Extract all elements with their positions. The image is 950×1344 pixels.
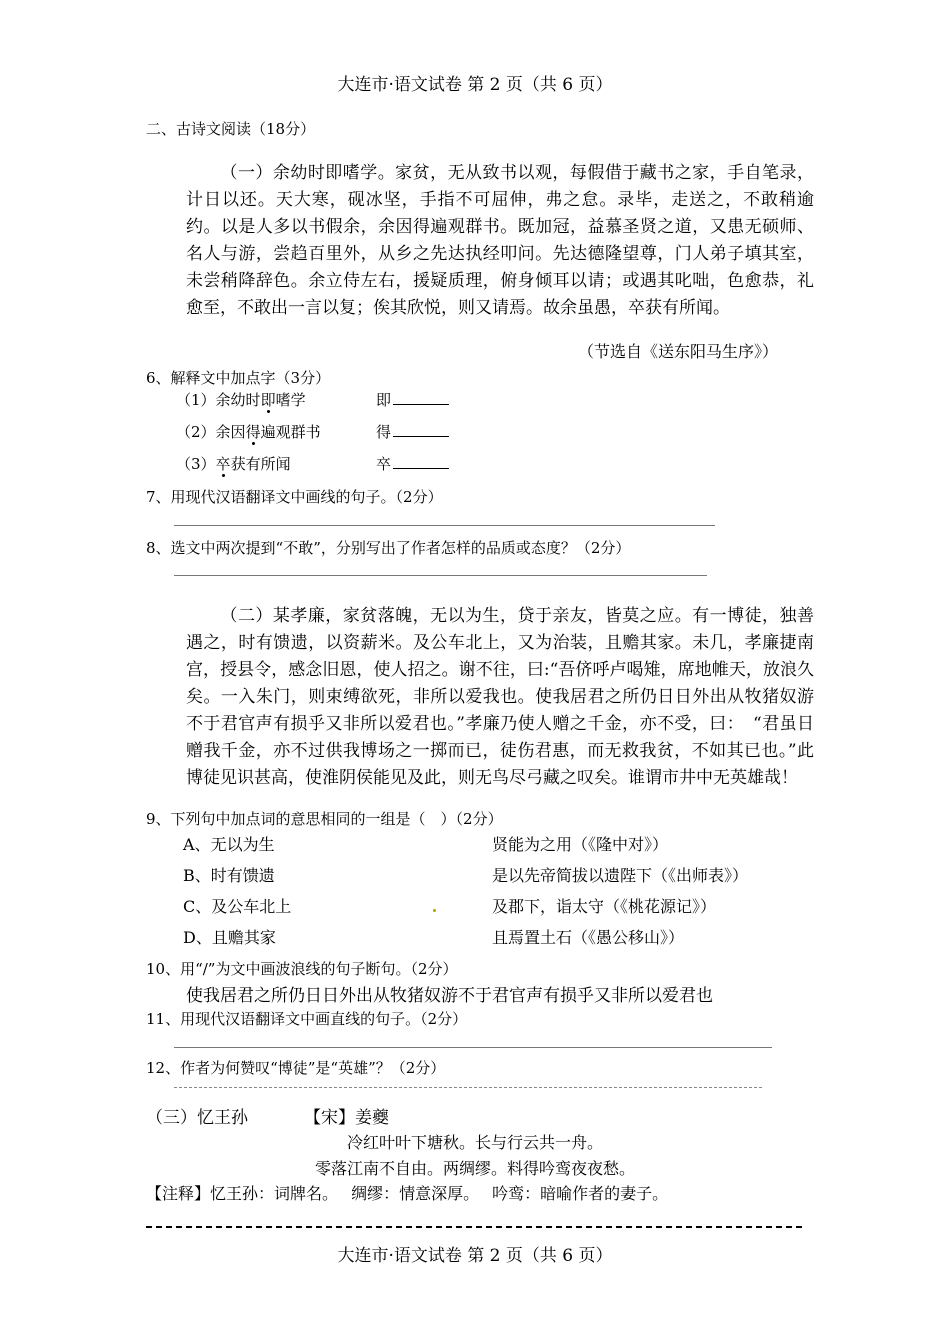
- q6-title: 6、解释文中加点字（3分）: [146, 369, 331, 387]
- option-letter: C、: [183, 897, 212, 916]
- q8-title: 8、选文中两次提到“不敢”，分别写出了作者怎样的品质或态度？（2分）: [146, 539, 631, 557]
- passage-2-text: （二）某孝廉，家贫落魄，无以为生，贷于亲友，皆莫之应。有一博徒，独善遇之，时有馈遗，以资薪米。及公车北上，又为治装，且赡其家。未几，孝廉捷南宫，授县令，感念旧恩，使人招之。谢不往，曰:“吾侪呼卢喝雉，席地帷天，放浪久矣。一入朱门，则束缚欲死，非所以爱我也。使我居君之所仍日日外出从牧猪奴游不于君官声有损乎又非所以爱君也。”孝廉乃使人赠之千金，亦不受，曰： “君虽日赠我千金，亦不过供我博场之一掷而已，徒伤君惠，而无救我贫，不如其已也。”此博徒见识甚高，使淮阴侯能见及此，则无鸟尽弓藏之叹矣。谁谓市井中无英雄哉！: [186, 606, 814, 788]
- option-letter: A、: [183, 835, 211, 854]
- item-text: 余因: [215, 423, 246, 441]
- q9-option-b-ref: 是以先帝简拔以遗陛下（《出师表》）: [492, 866, 749, 885]
- option-text: 且赡其家: [211, 928, 276, 947]
- q6-answer-2: [376, 421, 449, 442]
- poem-line-1: 冷红叶叶下塘秋。长与行云共一舟。: [346, 1133, 603, 1152]
- option-letter: D、: [183, 928, 212, 947]
- q6-answer-1: [376, 389, 449, 410]
- q7-answer-line[interactable]: [174, 525, 715, 526]
- q12-title: 12、作者为何赞叹“博徒”是“英雄”？（2分）: [146, 1059, 446, 1077]
- answer-blank[interactable]: [393, 390, 449, 405]
- q6-item-1: [176, 389, 306, 410]
- q8-answer-line[interactable]: [174, 575, 707, 576]
- item-number: （1）: [176, 391, 216, 409]
- q11-answer-line[interactable]: [174, 1047, 772, 1048]
- dotted-char: 卒: [215, 455, 231, 473]
- option-letter: B、: [183, 866, 211, 885]
- option-text: 时有馈遗: [210, 866, 275, 885]
- section-title: 二、古诗文阅读（18分）: [146, 120, 316, 138]
- passage-2: [186, 603, 814, 792]
- answer-blank[interactable]: [393, 454, 449, 469]
- stray-mark: [433, 909, 436, 912]
- item-text: 遍观群书: [260, 423, 321, 441]
- passage-1-text: （一）余幼时即嗜学。家贫，无从致书以观，每假借于藏书之家，手自笔录，计日以还。天大寒，砚冰坚，手指不可屈伸，弗之怠。录毕，走送之，不敢稍逾约。以是人多以书假余，余因得遍观群书。既加冠，益慕圣贤之道，又患无硕师、名人与游，尝趋百里外，从乡之先达执经叩问。先达德隆望尊，门人弟子填其室，未尝稍降辞色。余立侍左右，援疑质理，俯身倾耳以请；或遇其叱咄，色愈恭，礼愈至，不敢出一言以复；俟其欣悦，则又请焉。故余虽愚，卒获有所闻。: [186, 163, 814, 318]
- answer-label: 卒: [376, 455, 392, 473]
- item-text: 获有所闻: [230, 455, 291, 473]
- q9-option-a-ref: 贤能为之用（《隆中对》）: [492, 835, 669, 854]
- q11-title: 11、用现代汉语翻译文中画直线的句子。（2分）: [146, 1010, 468, 1028]
- q6-answer-3: [376, 453, 449, 474]
- answer-blank[interactable]: [393, 422, 449, 437]
- q6-item-2: [176, 421, 321, 442]
- q9-option-a[interactable]: [183, 832, 275, 855]
- option-text: 无以为生: [210, 835, 275, 854]
- q9-title: 9、下列句中加点词的意思相同的一组是（ ）（2分）: [146, 810, 503, 828]
- answer-label: 即: [376, 391, 392, 409]
- page-footer: 大连市·语文试卷 第 2 页（共 6 页）: [337, 1246, 613, 1266]
- item-text: 余幼时: [215, 391, 261, 409]
- dotted-char: 得: [245, 423, 261, 441]
- passage-1: [186, 160, 814, 322]
- passage-1-source: （节选自《送东阳马生序》）: [578, 342, 779, 361]
- q9-option-c-ref: 及郡下，诣太守（《桃花源记》）: [492, 897, 717, 916]
- poem-line-2: 零落江南不自由。两绸缪。料得吟鸾夜夜愁。: [314, 1159, 635, 1178]
- q9-option-d-ref: 且焉置土石（《愚公移山》）: [492, 928, 685, 947]
- q10-title: 10、用“/”为文中画波浪线的句子断句。（2分）: [146, 960, 458, 978]
- q9-option-d[interactable]: [183, 925, 276, 948]
- q9-option-c[interactable]: [183, 894, 291, 917]
- q9-option-b[interactable]: [183, 863, 275, 886]
- item-number: （2）: [176, 423, 216, 441]
- q10-sentence: 使我居君之所仍日日外出从牧猪奴游不于君官声有损乎又非所以爱君也: [186, 986, 713, 1006]
- q7-title: 7、用现代汉语翻译文中画线的句子。（2分）: [146, 488, 443, 506]
- q6-item-3: [176, 453, 291, 474]
- option-text: 及公车北上: [211, 897, 292, 916]
- item-text: 嗜学: [275, 391, 306, 409]
- item-number: （3）: [176, 455, 216, 473]
- q12-answer-line[interactable]: [174, 1087, 762, 1088]
- page-header: 大连市·语文试卷 第 2 页（共 6 页）: [337, 75, 613, 95]
- poem-section-title: （三）忆王孙: [146, 1108, 248, 1128]
- poem-author: 【宋】姜夔: [304, 1108, 389, 1128]
- dotted-char: 即: [260, 391, 276, 409]
- answer-label: 得: [376, 423, 392, 441]
- poem-note: 【注释】忆王孙：词牌名。 绸缪：情意深厚。 吟鸾：暗喻作者的妻子。: [146, 1184, 669, 1203]
- page-cut-line: [146, 1226, 802, 1228]
